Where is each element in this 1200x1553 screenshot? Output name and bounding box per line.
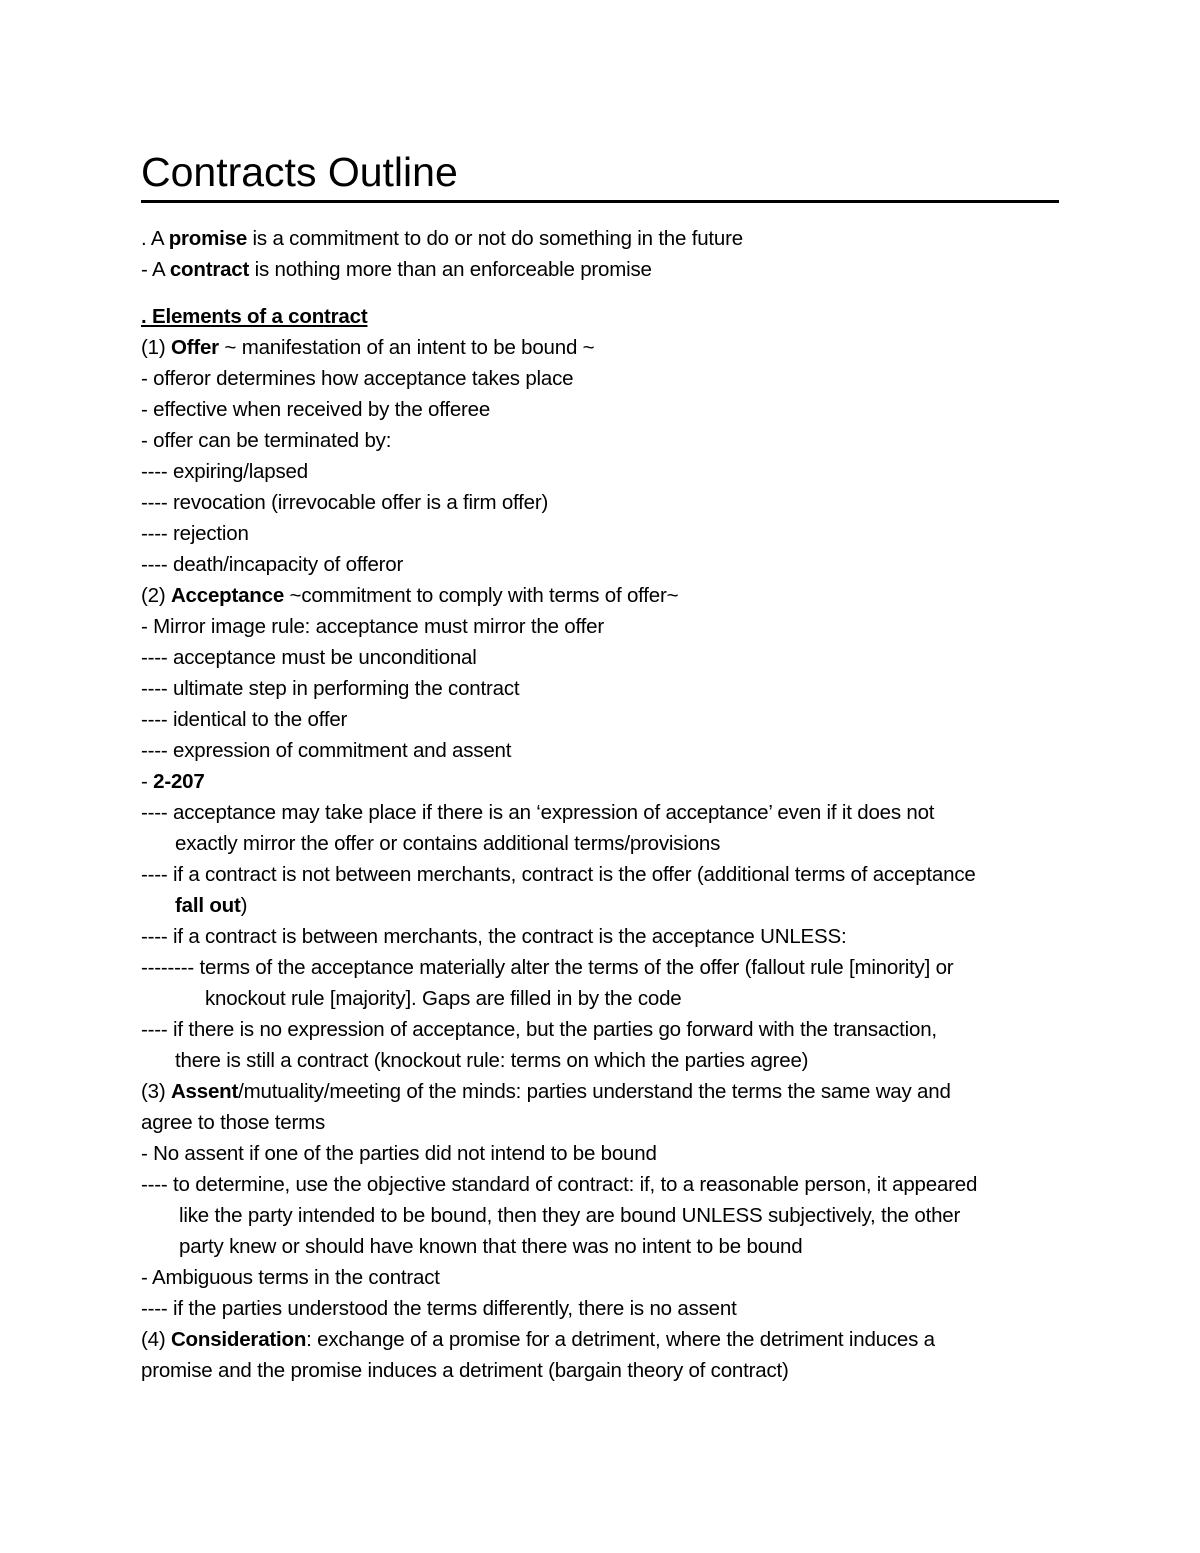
consideration-heading: (4) Consideration: exchange of a promise for a detriment, where the detriment induces a — [141, 1328, 935, 1351]
acceptance-heading: (2) Acceptance ~commitment to comply with terms of offer~ — [141, 584, 679, 607]
consideration-heading-continuation: promise and the promise induces a detriment (bargain theory of contract) — [141, 1359, 789, 1382]
list-item-continuation: there is still a contract (knockout rule: terms on which the parties agree) — [175, 1049, 809, 1072]
list-item: ---- if there is no expression of acceptance, but the parties go forward with the transaction, — [141, 1018, 937, 1041]
assent-heading-continuation: agree to those terms — [141, 1111, 326, 1134]
list-item: - Mirror image rule: acceptance must mirror the offer — [141, 615, 604, 638]
list-item: ---- if a contract is between merchants, the contract is the acceptance UNLESS: — [141, 925, 847, 948]
list-item-continuation: exactly mirror the offer or contains additional terms/provisions — [175, 832, 721, 855]
list-item: ---- to determine, use the objective standard of contract: if, to a reasonable person, it appeared — [141, 1173, 978, 1196]
term-acceptance: Acceptance — [170, 584, 285, 607]
intro-contract-line: - A contract is nothing more than an enforceable promise — [141, 258, 652, 281]
term-promise: promise — [168, 227, 248, 250]
list-item: -------- terms of the acceptance materially alter the terms of the offer (fallout rule [minority] or — [141, 956, 954, 979]
list-item: ---- expiring/lapsed — [141, 460, 308, 483]
term-assent: Assent — [170, 1080, 239, 1103]
list-item: - No assent if one of the parties did not intend to be bound — [141, 1142, 657, 1165]
list-item: ---- rejection — [141, 522, 249, 545]
offer-heading: (1) Offer ~ manifestation of an intent to be bound ~ — [141, 336, 595, 359]
list-item: ---- identical to the offer — [141, 708, 348, 731]
list-item-continuation: like the party intended to be bound, then they are bound UNLESS subjectively, the other — [179, 1204, 961, 1227]
list-item: ---- if a contract is not between merchants, contract is the offer (additional terms of acceptance — [141, 863, 976, 886]
term-2-207: 2-207 — [153, 770, 205, 793]
document-title: Contracts Outline — [141, 149, 458, 195]
list-item: ---- revocation (irrevocable offer is a firm offer) — [141, 491, 549, 514]
list-item: - Ambiguous terms in the contract — [141, 1266, 440, 1289]
term-fall-out: fall out — [175, 894, 241, 917]
list-item: ---- acceptance may take place if there is an ‘expression of acceptance’ even if it does not — [141, 801, 935, 824]
term-consideration: Consideration — [170, 1328, 307, 1351]
list-item: - offer can be terminated by: — [141, 429, 392, 452]
list-item: ---- death/incapacity of offeror — [141, 553, 404, 576]
intro-promise-line: . A promise is a commitment to do or not do something in the future — [141, 227, 743, 250]
list-item-continuation: party knew or should have known that there was no intent to be bound — [179, 1235, 803, 1258]
list-item: ---- ultimate step in performing the contract — [141, 677, 520, 700]
list-item: - effective when received by the offeree — [141, 398, 491, 421]
list-item: ---- acceptance must be unconditional — [141, 646, 477, 669]
assent-heading: (3) Assent/mutuality/meeting of the minds: parties understand the terms the same way and — [141, 1080, 951, 1103]
list-item-continuation: fall out) — [175, 894, 248, 917]
title-underline-rule — [141, 200, 1059, 203]
document-body — [141, 223, 1059, 1386]
term-contract: contract — [169, 258, 250, 281]
list-item-continuation: knockout rule [majority]. Gaps are filled in by the code — [205, 987, 682, 1010]
section-heading-elements: . Elements of a contract — [141, 305, 368, 328]
list-item: ---- if the parties understood the terms differently, there is no assent — [141, 1297, 737, 1320]
rule-2-207-heading: - 2-207 — [141, 770, 205, 793]
term-offer: Offer — [170, 336, 219, 359]
list-item: - offeror determines how acceptance takes place — [141, 367, 574, 390]
list-item: ---- expression of commitment and assent — [141, 739, 512, 762]
